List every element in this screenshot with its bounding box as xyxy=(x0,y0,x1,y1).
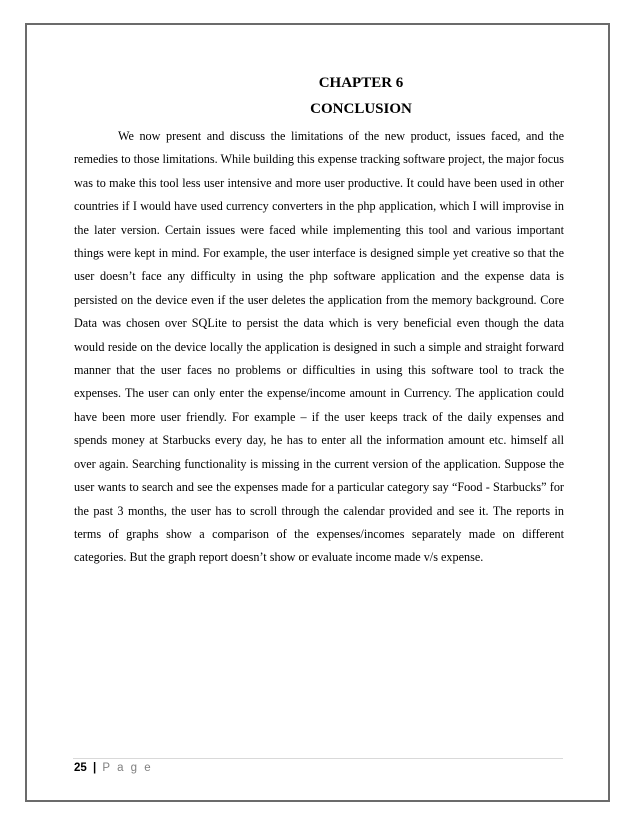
page-footer xyxy=(74,762,153,774)
chapter-title: CONCLUSION xyxy=(310,101,412,117)
page-label: P a g e xyxy=(102,762,153,774)
conclusion-paragraph: We now present and discuss the limitations of the new product, issues faced, and the remedies to those limitations. While building this expense tracking software project, the major focus was to make this tool less user intensive and more user productive. It could have been used in other countries if I would have used currency converters in the php application, which I will improvise in the later version. Certain issues were faced while implementing this tool and various important things were kept in mind. For example, the user interface is designed simple yet creative so that the user doesn’t face any difficulty in using the php software application and the expense data is persisted on the device even if the user deletes the application from the memory background. Core Data was chosen over SQLite to persist the data which is very beneficial even though the data would reside on the device locally the application is designed in such a simple and straight forward manner that the user faces no problems or difficulties in using this software tool to track the expenses. The user can only enter the expense/income amount in Currency. The application could have been more user friendly. For example – if the user keeps track of the daily expenses and spends money at Starbucks every day, he has to enter all the information amount etc. himself all over again. Searching functionality is missing in the current version of the application. Suppose the user wants to search and see the expenses made for a particular category say “Food - Starbucks” for the past 3 months, the user has to scroll through the calendar provided and see it. The reports in terms of graphs show a comparison of the expenses/incomes separately made on different categories. But the graph report doesn’t show or evaluate income made v/s expense. xyxy=(74,129,564,565)
chapter-number: CHAPTER 6 xyxy=(318,75,404,91)
footer-separator: | xyxy=(93,762,97,774)
footer-divider xyxy=(73,758,563,759)
page-number: 25 xyxy=(74,762,87,774)
